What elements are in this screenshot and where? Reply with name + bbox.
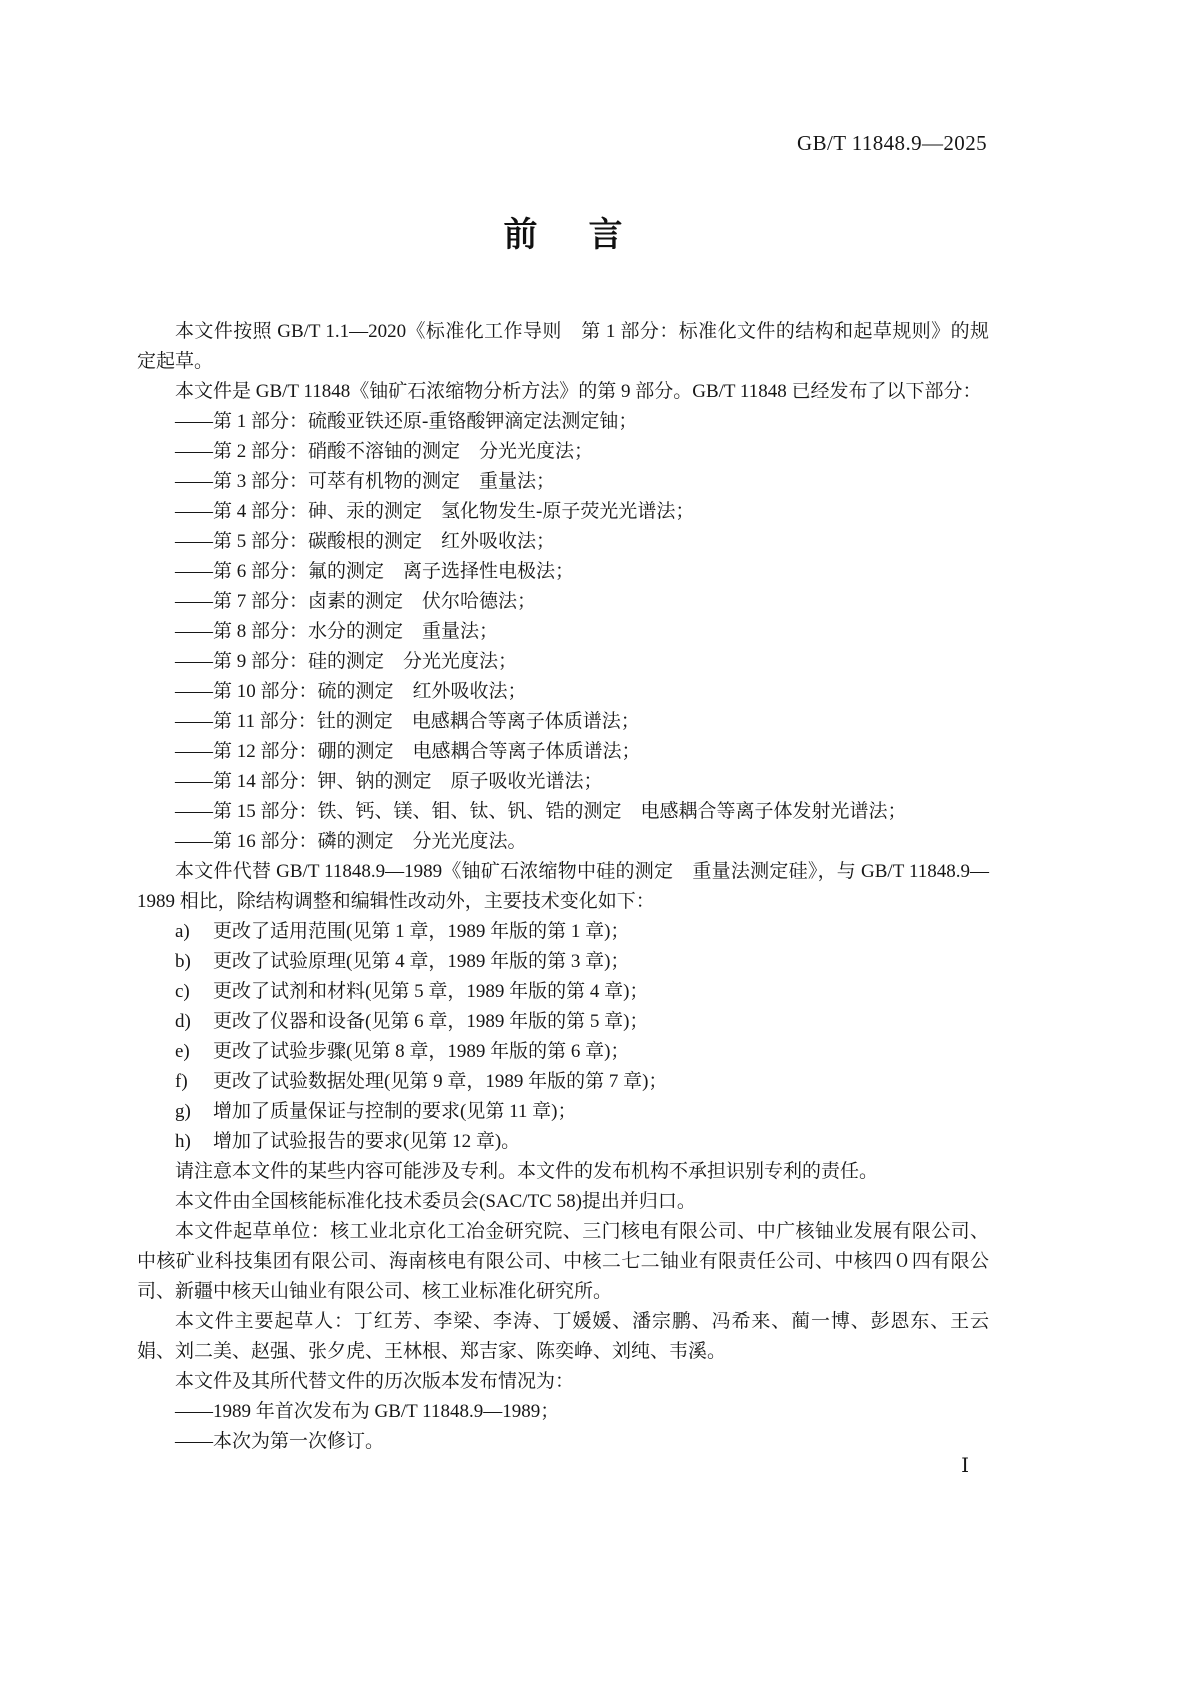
change-label: d) [175,1011,191,1032]
paragraph-committee: 本文件由全国核能标准化技术委员会(SAC/TC 58)提出并归口。 [175,1191,696,1212]
change-label: g) [175,1101,191,1122]
page-number: Ⅰ [961,1455,969,1477]
paragraph-drafting-organizations: 本文件起草单位：核工业北京化工冶金研究院、三门核电有限公司、中广核铀业发展有限公司、中核矿业科技集团有限公司、海南核电有限公司、中核二七二铀业有限责任公司、中核四０四有限公司、新疆中核天山铀业有限公司、核工业标准化研究所。 [137,1221,989,1302]
change-text: 更改了仪器和设备(见第 6 章，1989 年版的第 5 章)； [213,1011,649,1032]
standard-number: GB/T 11848.9—2025 [797,131,987,155]
change-list-item [137,1067,989,1097]
change-label: h) [175,1131,191,1152]
part-list-item: ——第 9 部分：硅的测定 分光光度法； [175,651,518,672]
change-list-item [137,1127,989,1157]
paragraph-patent: 请注意本文件的某些内容可能涉及专利。本文件的发布机构不承担识别专利的责任。 [175,1161,879,1182]
part-list-item: ——第 15 部分：铁、钙、镁、钼、钛、钒、锆的测定 电感耦合等离子体发射光谱法； [175,801,907,822]
change-label: f) [175,1071,188,1092]
part-list-item: ——第 5 部分：碳酸根的测定 红外吸收法； [175,531,556,552]
change-text: 更改了试剂和材料(见第 5 章，1989 年版的第 4 章)； [213,981,649,1002]
part-list-item: ——第 16 部分：磷的测定 分光光度法。 [175,831,527,852]
history-list-item: ——本次为第一次修订。 [175,1431,385,1452]
change-text: 更改了适用范围(见第 1 章，1989 年版的第 1 章)； [213,921,630,942]
change-list-item [137,977,989,1007]
part-list-item: ——第 11 部分：钍的测定 电感耦合等离子体质谱法； [175,711,640,732]
change-list-item [137,1007,989,1037]
paragraph-history-intro: 本文件及其所代替文件的历次版本发布情况为： [175,1371,575,1392]
change-text: 更改了试验原理(见第 4 章，1989 年版的第 3 章)； [213,951,630,972]
part-list-item: ——第 6 部分：氟的测定 离子选择性电极法； [175,561,575,582]
change-text: 更改了试验步骤(见第 8 章，1989 年版的第 6 章)； [213,1041,630,1062]
change-text: 增加了质量保证与控制的要求(见第 11 章)； [213,1101,577,1122]
paragraph-series-intro: 本文件是 GB/T 11848《铀矿石浓缩物分析方法》的第 9 部分。GB/T 11848 已经发布了以下部分： [175,381,982,402]
change-list-item [137,917,989,947]
change-label: a) [175,921,190,942]
change-label: c) [175,981,190,1002]
paragraph-replace: 本文件代替 GB/T 11848.9—1989《铀矿石浓缩物中硅的测定 重量法测定硅》，与 GB/T 11848.9—1989 相比，除结构调整和编辑性改动外，主要技术变化如下： [137,861,989,912]
part-list-item: ——第 8 部分：水分的测定 重量法； [175,621,499,642]
change-text: 增加了试验报告的要求(见第 12 章)。 [213,1131,521,1152]
part-list-item: ——第 4 部分：砷、汞的测定 氢化物发生-原子荧光光谱法； [175,501,695,522]
change-label: b) [175,951,191,972]
change-list-item [137,1097,989,1127]
part-list-item: ——第 3 部分：可萃有机物的测定 重量法； [175,471,556,492]
paragraph-basis: 本文件按照 GB/T 1.1—2020《标准化工作导则 第 1 部分：标准化文件的结构和起草规则》的规定起草。 [137,321,989,372]
change-label: e) [175,1041,190,1062]
history-list-item: ——1989 年首次发布为 GB/T 11848.9—1989； [175,1401,560,1422]
part-list-item: ——第 7 部分：卤素的测定 伏尔哈德法； [175,591,537,612]
part-list-item: ——第 10 部分：硫的测定 红外吸收法； [175,681,527,702]
change-list-item [137,1037,989,1067]
part-list-item: ——第 2 部分：硝酸不溶铀的测定 分光光度法； [175,441,594,462]
part-list-item: ——第 14 部分：钾、钠的测定 原子吸收光谱法； [175,771,603,792]
foreword-title: 前 言 [503,216,631,254]
change-list-item [137,947,989,977]
change-text: 更改了试验数据处理(见第 9 章，1989 年版的第 7 章)； [213,1071,668,1092]
page-content [137,0,989,1457]
foreword-body [137,317,989,1457]
part-list-item: ——第 12 部分：硼的测定 电感耦合等离子体质谱法； [175,741,641,762]
paragraph-drafters: 本文件主要起草人：丁红芳、李梁、李涛、丁媛媛、潘宗鹏、冯希来、蔺一博、彭恩东、王云娟、刘二美、赵强、张夕虎、王林根、郑吉家、陈奕峥、刘纯、韦溪。 [137,1311,989,1362]
part-list-item: ——第 1 部分：硫酸亚铁还原-重铬酸钾滴定法测定铀； [175,411,638,432]
